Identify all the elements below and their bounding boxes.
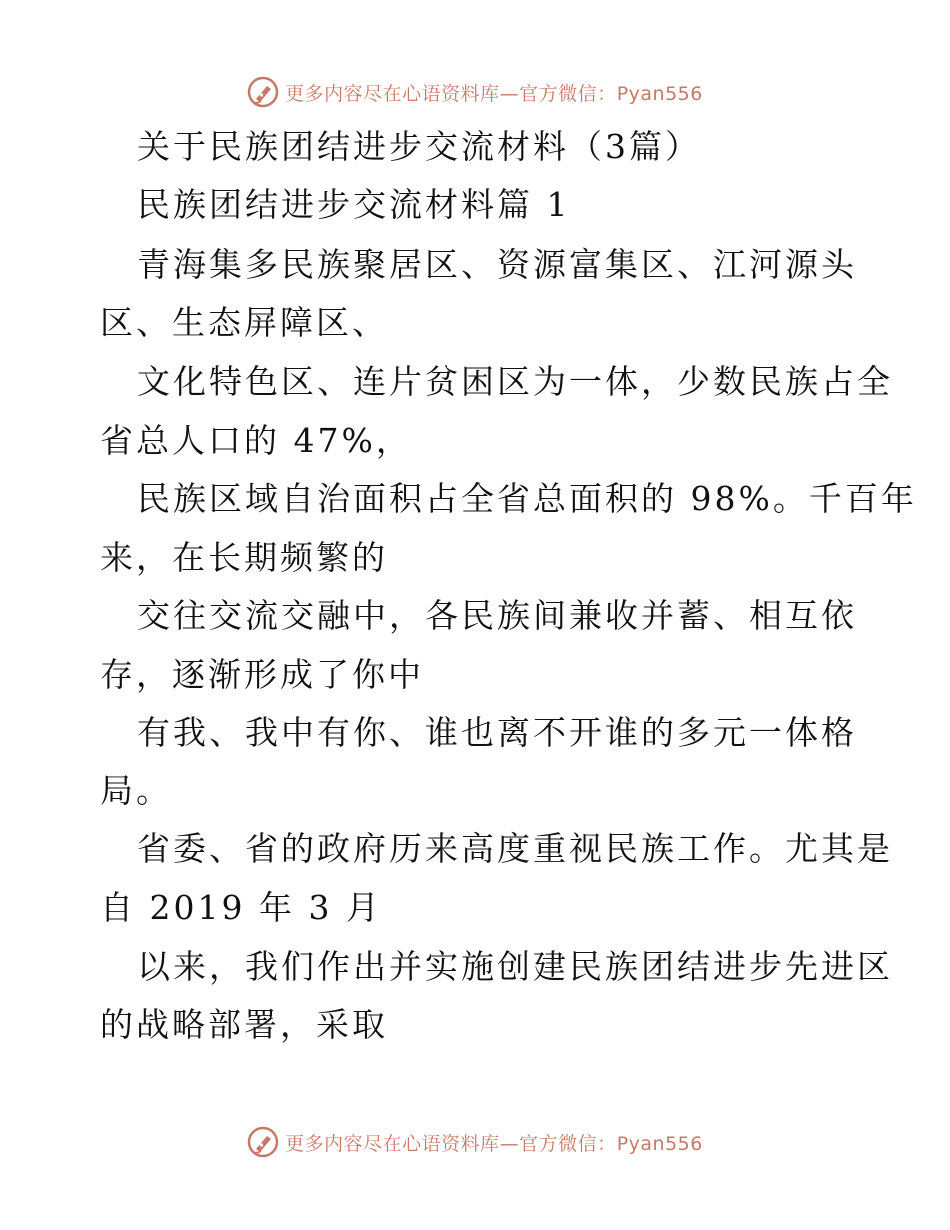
watermark-site-name: 更多内容尽在心语资料库 <box>285 82 500 105</box>
watermark-wechat-id: Pyan556 <box>616 1132 703 1155</box>
paragraph-line: 文化特色区、连片贫困区为一体，少数民族占全 <box>137 362 893 401</box>
paragraph-line: 局。 <box>100 771 172 810</box>
paragraph-line: 存，逐渐形成了你中 <box>100 655 424 694</box>
paragraph-line: 省总人口的 47%， <box>100 421 412 460</box>
paragraph-line: 来，在长期频繁的 <box>100 538 388 577</box>
paragraph-line: 省委、省的政府历来高度重视民族工作。尤其是 <box>137 829 893 868</box>
watermark-dash: — <box>499 1132 520 1155</box>
paragraph-line: 交往交流交融中，各民族间兼收并蓄、相互依 <box>137 596 857 635</box>
paragraph-line: 以来，我们作出并实施创建民族团结进步先进区 <box>137 947 893 986</box>
watermark-wechat-label: 官方微信： <box>519 82 617 105</box>
footer-watermark <box>0 1122 950 1162</box>
document-subtitle: 民族团结进步交流材料篇 1 <box>137 185 571 224</box>
paragraph-line: 自 2019 年 3 月 <box>100 888 382 927</box>
pen-nib-logo-icon <box>247 1126 279 1158</box>
pen-nib-logo-icon <box>247 76 279 108</box>
paragraph-line: 区、生态屏障区、 <box>100 303 388 342</box>
document-title: 关于民族团结进步交流材料（3篇） <box>137 127 701 166</box>
watermark-text <box>285 1129 703 1156</box>
header-watermark <box>0 72 950 112</box>
watermark-wechat-id: Pyan556 <box>616 82 703 105</box>
watermark-text <box>285 79 703 106</box>
paragraph-line: 有我、我中有你、谁也离不开谁的多元一体格 <box>137 713 857 752</box>
paragraph-line: 青海集多民族聚居区、资源富集区、江河源头 <box>137 245 857 284</box>
watermark-wechat-label: 官方微信： <box>519 1132 617 1155</box>
watermark-site-name: 更多内容尽在心语资料库 <box>285 1132 500 1155</box>
paragraph-line: 民族区域自治面积占全省总面积的 98%。千百年 <box>137 479 917 518</box>
watermark-dash: — <box>499 82 520 105</box>
paragraph-line: 的战略部署，采取 <box>100 1005 388 1044</box>
